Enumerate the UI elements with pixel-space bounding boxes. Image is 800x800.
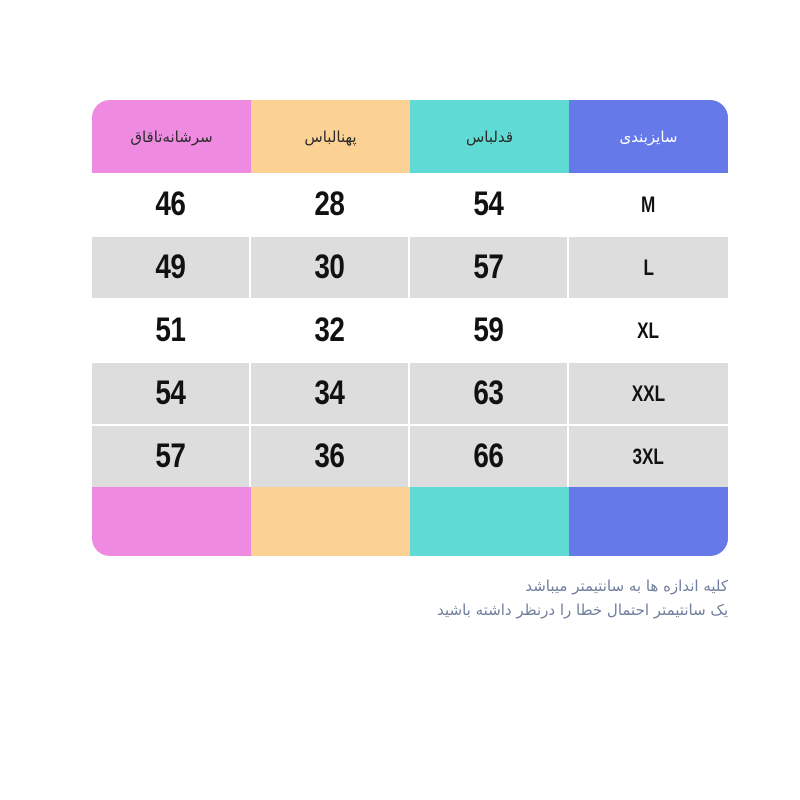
column-header-size: سایزبندی [569, 100, 728, 173]
table-cell: 30 [251, 237, 408, 298]
column-width [251, 100, 410, 556]
column-length [410, 100, 569, 556]
note-line-tolerance: یک سانتیمتر احتمال خطا را درنظر داشته باشید [437, 601, 728, 619]
size-notes [308, 574, 728, 622]
table-cell: 59 [410, 300, 567, 361]
table-cell: M [569, 174, 728, 235]
table-cell: XXL [569, 363, 728, 424]
table-cell: 49 [92, 237, 249, 298]
column-header-length: قدلباس [410, 100, 569, 173]
table-cell: 54 [92, 363, 249, 424]
table-cell: 66 [410, 426, 567, 487]
table-cell: 28 [251, 174, 408, 235]
table-cell: 34 [251, 363, 408, 424]
column-footer [569, 487, 728, 556]
size-table [92, 100, 728, 556]
table-cell: 36 [251, 426, 408, 487]
table-cell: 46 [92, 174, 249, 235]
table-cell: XL [569, 300, 728, 361]
column-shoulder [92, 100, 251, 556]
column-footer [251, 487, 410, 556]
column-footer [410, 487, 569, 556]
table-cell: 32 [251, 300, 408, 361]
note-line-units: کلیه اندازه ها به سانتیمتر میباشد [525, 577, 728, 595]
table-cell: 63 [410, 363, 567, 424]
column-header-width: پهنالباس [251, 100, 410, 173]
table-cell: L [569, 237, 728, 298]
table-cell: 57 [92, 426, 249, 487]
column-size [569, 100, 728, 556]
table-cell: 51 [92, 300, 249, 361]
table-cell: 3XL [569, 426, 728, 487]
table-cell: 54 [410, 174, 567, 235]
column-header-shoulder: سرشانه‌تاقاق [92, 100, 251, 173]
table-cell: 57 [410, 237, 567, 298]
column-footer [92, 487, 251, 556]
